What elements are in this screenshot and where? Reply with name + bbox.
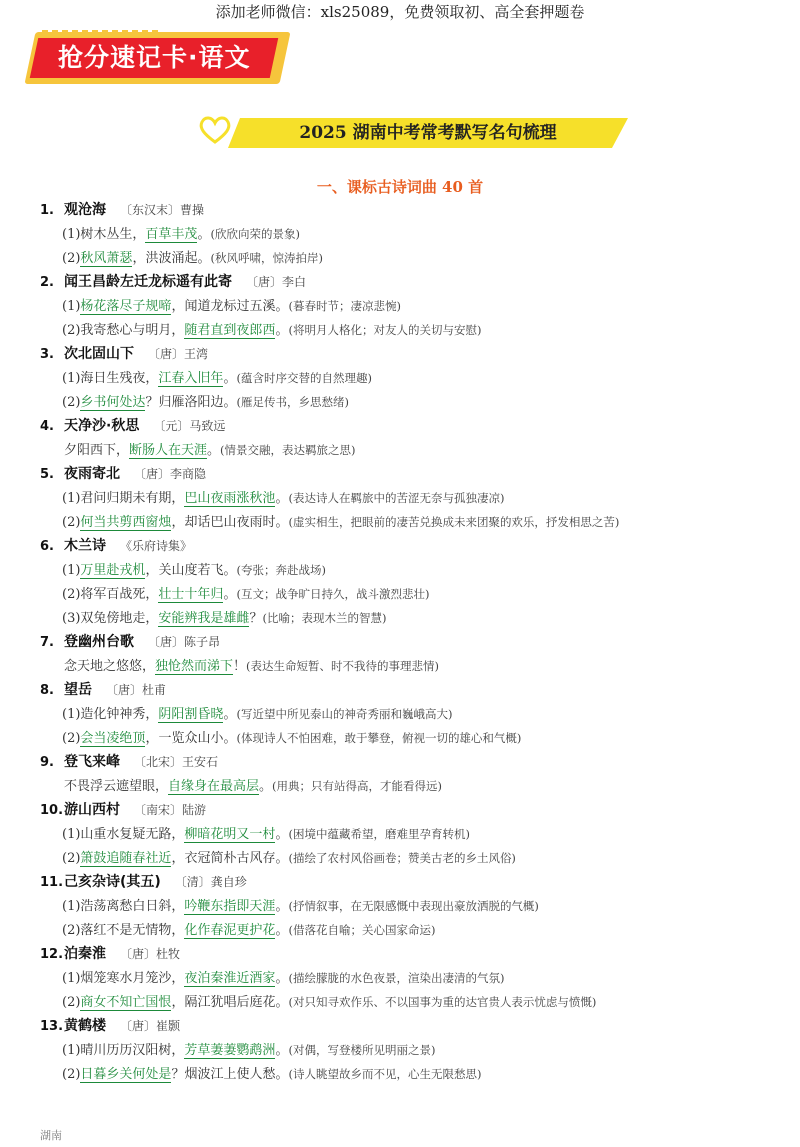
- poem-author: 〔北宋〕王安石: [134, 755, 219, 769]
- poem-title: 游山西村: [64, 802, 120, 818]
- verse-annotation: (困境中蕴藏希望，磨难里孕育转机): [288, 827, 470, 841]
- section-heading: 一、课标古诗词曲 40 首: [316, 178, 484, 196]
- poem-header: [40, 270, 790, 294]
- verse-text-after: ，隔江犹唱后庭花。: [171, 995, 289, 1010]
- poem-author: 〔东汉末〕曹操: [120, 203, 205, 217]
- verse-text-before: (2): [62, 995, 81, 1010]
- verse-text-after: ？: [249, 611, 263, 626]
- verse-text-before: (1)海日生残夜，: [62, 371, 159, 386]
- verse-text-after: 。: [197, 227, 211, 242]
- poem-entry: [40, 1014, 790, 1086]
- verse-text-after: ，闻道龙标过五溪。: [171, 299, 289, 314]
- poem-entry: [40, 414, 790, 462]
- key-phrase: 壮士十年归: [158, 587, 224, 602]
- poem-header: [40, 462, 790, 486]
- badge-stripes: [42, 30, 162, 38]
- key-phrase: 夜泊秦淮近酒家: [184, 971, 276, 986]
- verse-text-before: (1): [62, 563, 81, 578]
- verse-text-after: 。: [275, 923, 289, 938]
- key-phrase: 杨花落尽子规啼: [80, 299, 172, 314]
- verse-annotation: (写近望中所见泰山的神奇秀丽和巍峨高大): [236, 707, 453, 721]
- key-phrase: 商女不知亡国恨: [80, 995, 172, 1010]
- poem-title: 望岳: [64, 682, 92, 698]
- verse-text-after: 。: [275, 323, 289, 338]
- verse-text-after: 。: [275, 899, 289, 914]
- verse-text-after: 。: [259, 779, 273, 794]
- poem-number: 6.: [40, 539, 54, 554]
- verse-text-after: 。: [275, 971, 289, 986]
- poem-author: 《乐府诗集》: [120, 539, 193, 553]
- verse-text-before: (2)将军百战死，: [62, 587, 159, 602]
- poem-entry: [40, 462, 790, 534]
- verse-line: [40, 366, 790, 390]
- verse-text-before: (1)造化钟神秀，: [62, 707, 159, 722]
- verse-line: [40, 222, 790, 246]
- verse-annotation: (虚实相生，把眼前的凄苦兑换成未来团聚的欢乐，抒发相思之苦): [288, 515, 620, 529]
- verse-text-after: ，衣冠简朴古风存。: [171, 851, 289, 866]
- poem-number: 5.: [40, 467, 54, 482]
- key-phrase: 化作春泥更护花: [184, 923, 276, 938]
- key-phrase: 吟鞭东指即天涯: [184, 899, 276, 914]
- key-phrase: 万里赴戎机: [80, 563, 146, 578]
- poem-author: 〔唐〕李白: [246, 275, 307, 289]
- verse-line: [40, 918, 790, 942]
- verse-text-after: 。: [275, 827, 289, 842]
- poem-entry: [40, 942, 790, 1014]
- poem-number: 10.: [40, 803, 64, 818]
- key-phrase: 何当共剪西窗烛: [80, 515, 172, 530]
- poem-header: [40, 534, 790, 558]
- key-phrase: 会当凌绝顶: [80, 731, 146, 746]
- poem-author: 〔唐〕崔颢: [120, 1019, 181, 1033]
- verse-line: [40, 390, 790, 414]
- verse-line: [40, 1038, 790, 1062]
- verse-text-before: (1)浩荡离愁白日斜，: [62, 899, 185, 914]
- poem-entry: [40, 678, 790, 750]
- poem-list: [40, 198, 790, 1086]
- verse-text-after: ！: [233, 659, 247, 674]
- key-phrase: 自缘身在最高层: [168, 779, 260, 794]
- verse-annotation: (暮春时节；凄凉悲惋): [288, 299, 401, 313]
- verse-text-before: 不畏浮云遮望眼，: [64, 779, 169, 794]
- verse-annotation: (用典；只有站得高，才能看得远): [272, 779, 443, 793]
- poem-number: 12.: [40, 947, 64, 962]
- verse-annotation: (秋风呼啸，惊涛拍岸): [210, 251, 323, 265]
- poem-title: 木兰诗: [64, 538, 106, 554]
- verse-text-before: (2)落红不是无情物，: [62, 923, 185, 938]
- footer-region-label: 湖南: [40, 1129, 62, 1142]
- poem-number: 8.: [40, 683, 54, 698]
- verse-text-after: ，关山度若飞。: [145, 563, 237, 578]
- verse-line: [40, 558, 790, 582]
- poem-header: [40, 798, 790, 822]
- verse-annotation: (欣欣向荣的景象): [210, 227, 300, 241]
- verse-text-after: ，洪波涌起。: [132, 251, 211, 266]
- verse-text-after: 。: [223, 707, 237, 722]
- verse-line: [40, 990, 790, 1014]
- key-phrase: 巴山夜雨涨秋池: [184, 491, 276, 506]
- poem-number: 13.: [40, 1019, 64, 1034]
- verse-annotation: (雁足传书，乡思愁绪): [236, 395, 349, 409]
- poem-title: 黄鹤楼: [64, 1018, 106, 1034]
- verse-text-after: 。: [275, 1043, 289, 1058]
- poem-entry: [40, 798, 790, 870]
- key-phrase: 秋风萧瑟: [80, 251, 133, 266]
- top-banner: 添加老师微信：xls25089，免费领取初、高全套押题卷: [215, 3, 585, 21]
- subject-badge: [10, 24, 300, 94]
- verse-text-after: ，却话巴山夜雨时。: [171, 515, 289, 530]
- key-phrase: 乡书何处达: [80, 395, 146, 410]
- verse-line: [40, 654, 790, 678]
- poem-author: 〔唐〕陈子昂: [148, 635, 221, 649]
- poem-number: 1.: [40, 203, 54, 218]
- verse-text-after: 。: [207, 443, 221, 458]
- poem-author: 〔南宋〕陆游: [134, 803, 207, 817]
- verse-line: [40, 318, 790, 342]
- poem-author: 〔元〕马致远: [153, 419, 226, 433]
- poem-entry: [40, 630, 790, 678]
- verse-annotation: (比喻；表现木兰的智慧): [262, 611, 387, 625]
- verse-annotation: (借落花自喻；关心国家命运): [288, 923, 436, 937]
- poem-header: [40, 414, 790, 438]
- key-phrase: 芳草萋萋鹦鹉洲: [184, 1043, 276, 1058]
- poem-header: [40, 870, 790, 894]
- page-title: 2025 湖南中考常考默写名句梳理: [299, 123, 557, 143]
- key-phrase: 安能辨我是雄雌: [158, 611, 250, 626]
- verse-annotation: (诗人眺望故乡而不见，心生无限愁思): [288, 1067, 482, 1081]
- verse-annotation: (对只知寻欢作乐、不以国事为重的达官贵人表示忧虑与愤慨): [288, 995, 597, 1009]
- verse-text-after: ，一览众山小。: [145, 731, 237, 746]
- verse-text-before: (1)山重水复疑无路，: [62, 827, 185, 842]
- key-phrase: 百草丰茂: [145, 227, 198, 242]
- poem-title: 己亥杂诗(其五): [64, 874, 161, 890]
- poem-number: 9.: [40, 755, 54, 770]
- poem-title: 次北固山下: [64, 346, 134, 362]
- verse-line: [40, 486, 790, 510]
- verse-text-before: (3)双兔傍地走，: [62, 611, 159, 626]
- verse-line: [40, 294, 790, 318]
- verse-line: [40, 246, 790, 270]
- key-phrase: 断肠人在天涯: [129, 443, 208, 458]
- verse-text-after: ？归雁洛阳边。: [145, 395, 237, 410]
- verse-annotation: (情景交融，表达羁旅之思): [220, 443, 356, 457]
- key-phrase: 箫鼓追随春社近: [80, 851, 172, 866]
- verse-text-before: (1)树木丛生，: [62, 227, 146, 242]
- poem-number: 4.: [40, 419, 54, 434]
- verse-line: [40, 822, 790, 846]
- verse-text-before: (2): [62, 1067, 81, 1082]
- poem-entry: [40, 270, 790, 342]
- key-phrase: 日暮乡关何处是: [80, 1067, 172, 1082]
- verse-line: [40, 582, 790, 606]
- poem-header: [40, 342, 790, 366]
- verse-text-before: (2): [62, 731, 81, 746]
- poem-header: [40, 630, 790, 654]
- verse-line: [40, 510, 790, 534]
- verse-text-before: (2): [62, 515, 81, 530]
- verse-annotation: (夸张；奔赴战场): [236, 563, 326, 577]
- verse-text-after: 。: [223, 371, 237, 386]
- key-phrase: 江春入旧年: [158, 371, 224, 386]
- verse-text-after: 。: [223, 587, 237, 602]
- poem-author: 〔清〕龚自珍: [174, 875, 247, 889]
- verse-line: [40, 606, 790, 630]
- verse-text-after: 。: [275, 491, 289, 506]
- key-phrase: 随君直到夜郎西: [184, 323, 276, 338]
- verse-text-before: 念天地之悠悠，: [64, 659, 156, 674]
- poem-number: 11.: [40, 875, 64, 890]
- verse-annotation: (将明月人格化；对友人的关切与安慰): [288, 323, 482, 337]
- verse-annotation: (描绘朦胧的水色夜景，渲染出凄清的气氛): [288, 971, 505, 985]
- badge-title: 抢分速记卡·语文: [58, 43, 251, 72]
- poem-header: [40, 198, 790, 222]
- verse-line: [40, 702, 790, 726]
- poem-author: 〔唐〕杜甫: [106, 683, 167, 697]
- poem-author: 〔唐〕杜牧: [120, 947, 181, 961]
- poem-author: 〔唐〕李商隐: [134, 467, 207, 481]
- poem-title: 泊秦淮: [64, 946, 106, 962]
- verse-annotation: (对偶，写登楼所见明丽之景): [288, 1043, 436, 1057]
- key-phrase: 独怆然而涕下: [155, 659, 234, 674]
- poem-number: 3.: [40, 347, 54, 362]
- verse-annotation: (表达生命短暂、时不我待的事理悲情): [246, 659, 440, 673]
- heart-icon: [198, 116, 232, 144]
- poem-title: 登飞来峰: [64, 754, 120, 770]
- verse-line: [40, 894, 790, 918]
- key-phrase: 阴阳割昏晓: [158, 707, 224, 722]
- verse-annotation: (抒情叙事，在无限感慨中表现出豪放洒脱的气概): [288, 899, 539, 913]
- poem-title: 登幽州台歌: [64, 634, 134, 650]
- verse-text-before: (1)君问归期未有期，: [62, 491, 185, 506]
- verse-line: [40, 774, 790, 798]
- verse-line: [40, 846, 790, 870]
- verse-text-before: (1): [62, 299, 81, 314]
- poem-header: [40, 1014, 790, 1038]
- verse-text-before: (2)我寄愁心与明月，: [62, 323, 185, 338]
- verse-annotation: (体现诗人不怕困难，敢于攀登，俯视一切的雄心和气概): [236, 731, 522, 745]
- key-phrase: 柳暗花明又一村: [184, 827, 276, 842]
- poem-number: 7.: [40, 635, 54, 650]
- poem-title: 天净沙·秋思: [64, 418, 140, 434]
- poem-title: 观沧海: [64, 202, 106, 218]
- poem-header: [40, 678, 790, 702]
- poem-entry: [40, 198, 790, 270]
- verse-text-before: (1)烟笼寒水月笼沙，: [62, 971, 185, 986]
- verse-line: [40, 726, 790, 750]
- poem-header: [40, 942, 790, 966]
- verse-text-before: (2): [62, 395, 81, 410]
- verse-annotation: (互文；战争旷日持久，战斗激烈悲壮): [236, 587, 430, 601]
- verse-annotation: (描绘了农村风俗画卷；赞美古老的乡土风俗): [288, 851, 516, 865]
- poem-author: 〔唐〕王湾: [148, 347, 209, 361]
- verse-annotation: (表达诗人在羁旅中的苦涩无奈与孤独凄凉): [288, 491, 505, 505]
- poem-header: [40, 750, 790, 774]
- verse-text-after: ？烟波江上使人愁。: [171, 1067, 289, 1082]
- poem-entry: [40, 870, 790, 942]
- poem-number: 2.: [40, 275, 54, 290]
- verse-line: [40, 966, 790, 990]
- poem-title: 夜雨寄北: [64, 466, 120, 482]
- poem-entry: [40, 342, 790, 414]
- verse-text-before: (2): [62, 251, 81, 266]
- poem-title: 闻王昌龄左迁龙标遥有此寄: [64, 274, 232, 290]
- verse-annotation: (蕴含时序交替的自然理趣): [236, 371, 372, 385]
- verse-text-before: (1)晴川历历汉阳树，: [62, 1043, 185, 1058]
- verse-text-before: 夕阳西下，: [64, 443, 130, 458]
- verse-text-before: (2): [62, 851, 81, 866]
- verse-line: [40, 1062, 790, 1086]
- verse-line: [40, 438, 790, 462]
- poem-entry: [40, 750, 790, 798]
- poem-entry: [40, 534, 790, 630]
